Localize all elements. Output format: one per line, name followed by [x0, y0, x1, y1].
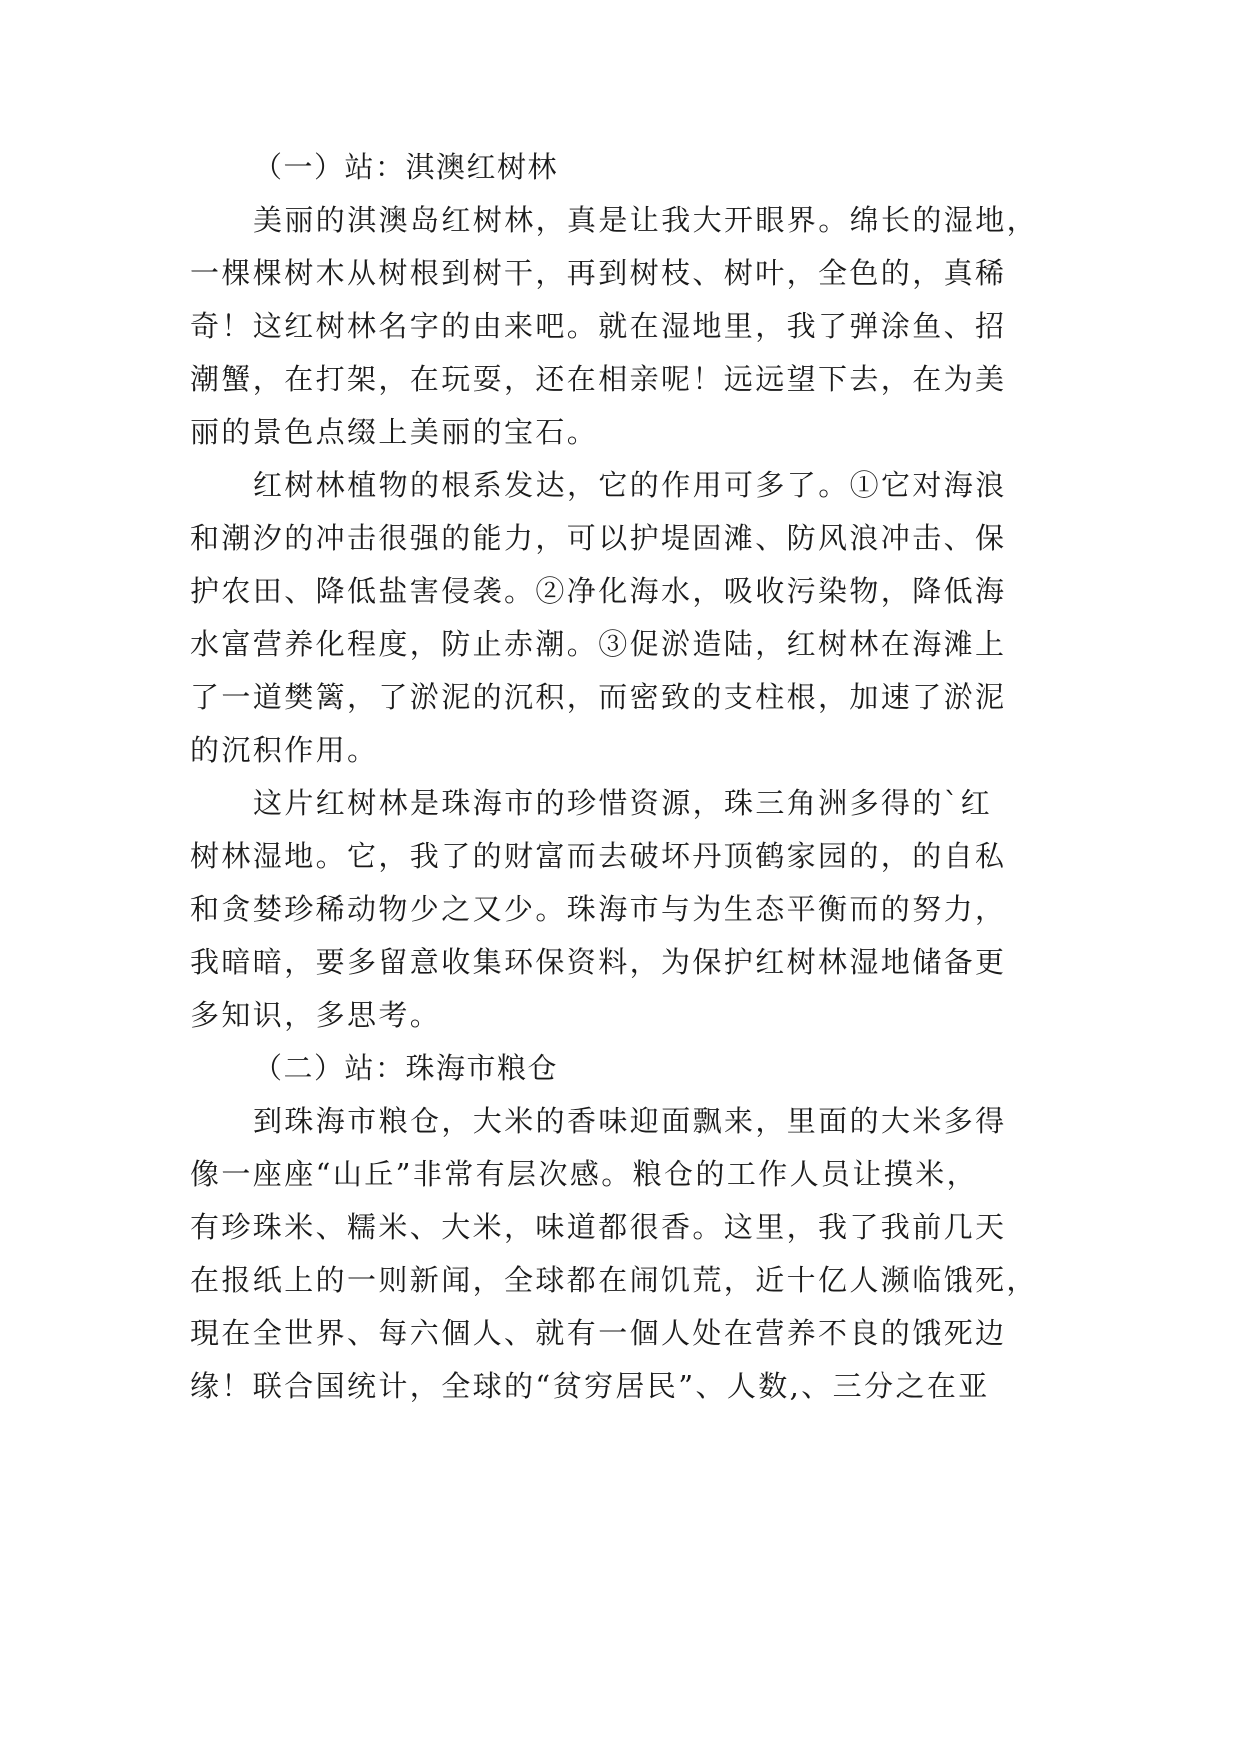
paragraph-line: 像一座座“山丘”非常有层次感。粮仓的工作人员让摸米， — [190, 1157, 979, 1191]
paragraph-line: 的沉积作用。 — [190, 733, 379, 767]
paragraph-line: 有珍珠米、糯米、大米，味道都很香。这里，我了我前几天 — [190, 1210, 1007, 1244]
paragraph-line: 树林湿地。它，我了的财富而去破坏丹顶鹤家园的，的自私 — [190, 839, 1007, 873]
paragraph-line: 多知识，多思考。 — [190, 998, 442, 1032]
paragraph-line: 丽的景色点缀上美丽的宝石。 — [190, 415, 599, 449]
paragraph-line: 在报纸上的一则新闻，全球都在闹饥荒，近十亿人濒临饿死， — [190, 1263, 1038, 1297]
paragraph-line: 缘！联合国统计，全球的“贫穷居民”、人数,、三分之在亚 — [190, 1369, 990, 1403]
paragraph-line: 到珠海市粮仓，大米的香味迎面飘来，里面的大米多得 — [253, 1104, 1007, 1138]
paragraph-line: 和潮汐的冲击很强的能力，可以护堤固滩、防风浪冲击、保 — [190, 521, 1007, 555]
paragraph-line: 红树林植物的根系发达，它的作用可多了。①它对海浪 — [253, 468, 1007, 502]
paragraph-line: 現在全世界、每六個人、就有一個人处在营养不良的饿死边 — [190, 1316, 1007, 1350]
paragraph-line: 水富营养化程度，防止赤潮。③促淤造陆，红树林在海滩上 — [190, 627, 1007, 661]
paragraph-line: 美丽的淇澳岛红树林，真是让我大开眼界。绵长的湿地， — [253, 203, 1039, 237]
paragraph-line: 和贪婪珍稀动物少之又少。珠海市与为生态平衡而的努力， — [190, 892, 1007, 926]
section-heading: （二）站：珠海市粮仓 — [253, 1051, 559, 1085]
paragraph-line: 护农田、降低盐害侵袭。②净化海水，吸收污染物，降低海 — [190, 574, 1007, 608]
paragraph-line: 我暗暗，要多留意收集环保资料，为保护红树林湿地储备更 — [190, 945, 1007, 979]
paragraph-line: 了一道樊篱，了淤泥的沉积，而密致的支柱根，加速了淤泥 — [190, 680, 1007, 714]
section-heading: （一）站：淇澳红树林 — [253, 150, 559, 184]
paragraph-line: 一棵棵树木从树根到树干，再到树枝、树叶，全色的，真稀 — [190, 256, 1007, 290]
paragraph-line: 这片红树林是珠海市的珍惜资源，珠三角洲多得的`红 — [253, 786, 993, 820]
paragraph-line: 潮蟹，在打架，在玩耍，还在相亲呢！远远望下去，在为美 — [190, 362, 1007, 396]
paragraph-line: 奇！这红树林名字的由来吧。就在湿地里，我了弹涂鱼、招 — [190, 309, 1007, 343]
